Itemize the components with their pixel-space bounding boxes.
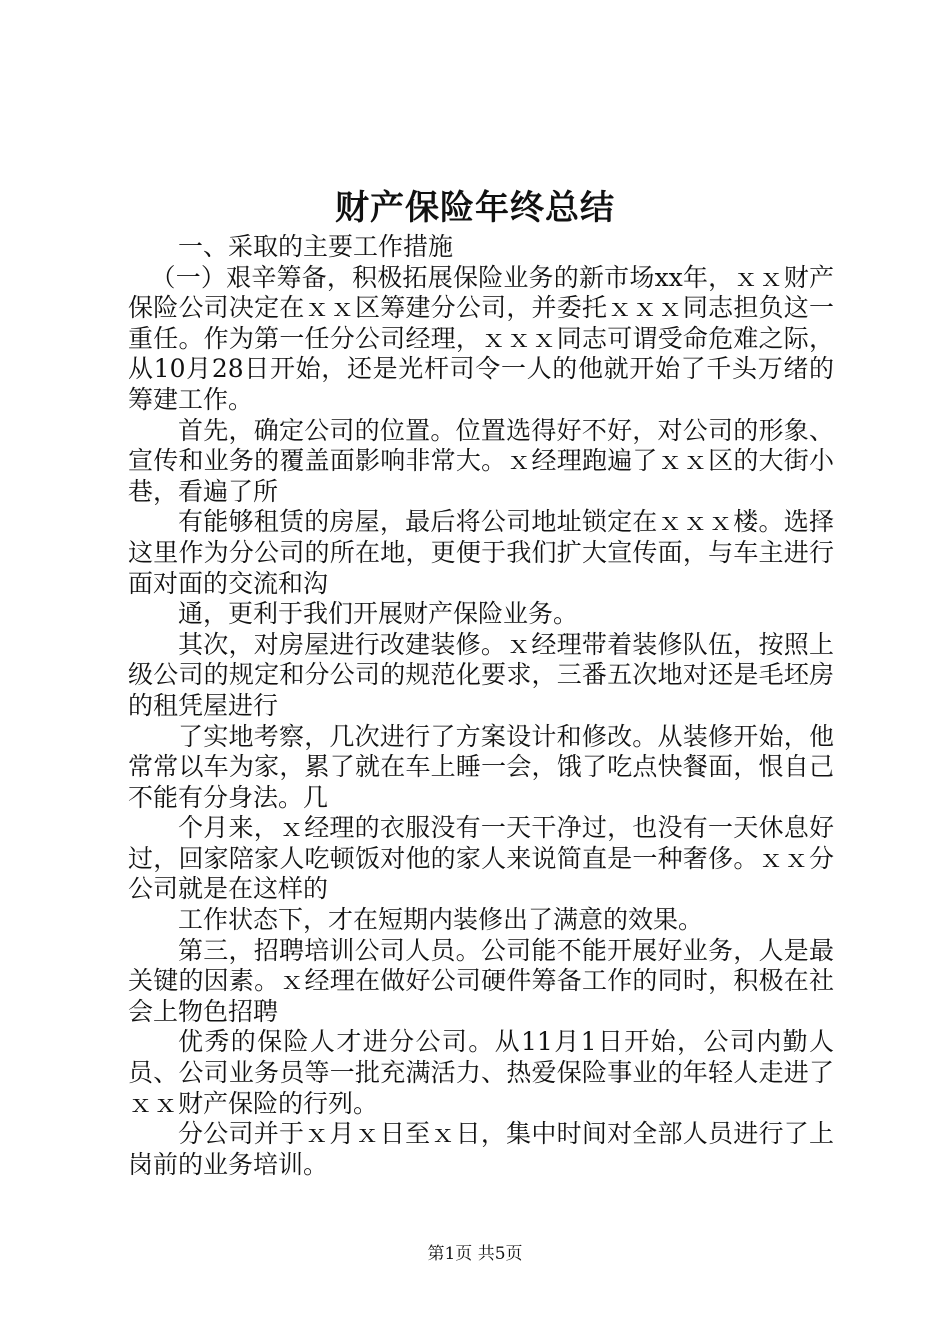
paragraph: 分公司并于ｘ月ｘ日至ｘ日，集中时间对全部人员进行了上岗前的业务培训。 [128,1119,834,1179]
paragraph: 优秀的保险人才进分公司。从11月1日开始，公司内勤人员、公司业务员等一批充满活力、热爱保险事业的年轻人走进了ｘｘ财产保险的行列。 [128,1027,834,1118]
paragraph: 通，更利于我们开展财产保险业务。 [178,599,579,629]
document-title: 财产保险年终总结 [335,188,615,228]
section-heading: 一、采取的主要工作措施 [178,232,454,261]
paragraph: 首先，确定公司的位置。位置选得好不好，对公司的形象、宣传和业务的覆盖面影响非常大。ｘ经理跑遍了ｘｘ区的大街小巷，看遍了所 [128,415,834,506]
paragraph: 工作状态下，才在短期内装修出了满意的效果。 [178,905,704,935]
paragraph: 第三，招聘培训公司人员。公司能不能开展好业务，人是最关键的因素。ｘ经理在做好公司硬件筹备工作的同时，积极在社会上物色招聘 [128,935,834,1026]
paragraph: 了实地考察，几次进行了方案设计和修改。从装修开始，他常常以车为家，累了就在车上睡一会，饿了吃点快餐面，恨自己不能有分身法。几 [128,721,834,812]
paragraph: 其次，对房屋进行改建装修。ｘ经理带着装修队伍，按照上级公司的规定和分公司的规范化要求，三番五次地对还是毛坯房的租凭屋进行 [128,629,834,720]
page-footer: 第1页 共5页 [427,1244,523,1264]
paragraph: （一）艰辛筹备，积极拓展保险业务的新市场xx年，ｘｘ财产保险公司决定在ｘｘ区筹建分公司，并委托ｘｘｘ同志担负这一重任。作为第一任分公司经理，ｘｘｘ同志可谓受命危难之际，从10月28日开始，还是光杆司令一人的他就开始了千头万绪的筹建工作。 [128,262,834,414]
paragraph: 个月来，ｘ经理的衣服没有一天干净过，也没有一天休息好过，回家陪家人吃顿饭对他的家人来说简直是一种奢侈。ｘｘ分公司就是在这样的 [128,813,834,904]
paragraph: 有能够租赁的房屋，最后将公司地址锁定在ｘｘｘ楼。选择这里作为分公司的所在地，更便于我们扩大宣传面，与车主进行面对面的交流和沟 [128,507,834,598]
document-body [128,232,834,1180]
